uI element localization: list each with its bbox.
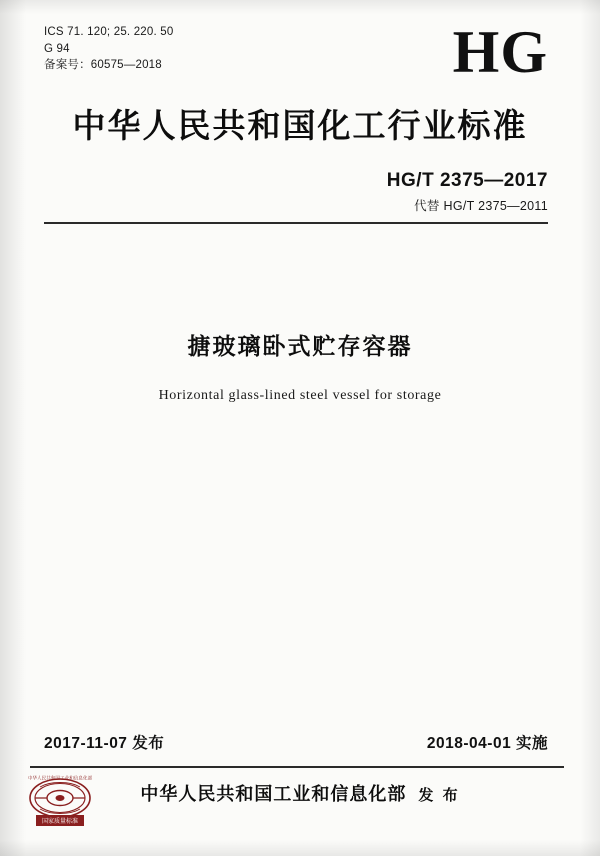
issue-date: 2017-11-07 发布 <box>44 735 165 752</box>
standard-number: HG/T 2375—2017 <box>386 170 548 191</box>
publish-verb: 发 布 <box>418 786 460 804</box>
header-divider <box>44 222 548 224</box>
document-title-chinese: 搪玻璃卧式贮存容器 <box>187 334 413 360</box>
ics-code: ICS 71. 120; 25. 220. 50 <box>44 26 174 38</box>
record-number: 备案号：60575—2018 <box>44 59 162 71</box>
publisher-line <box>0 780 600 806</box>
page-title: 中华人民共和国化工行业标准 <box>72 106 528 145</box>
standard-replaces: 代替 HG/T 2375—2011 <box>414 199 548 213</box>
implementation-date: 2018-04-01 实施 <box>426 735 548 752</box>
scan-edge-shading-bottom <box>0 840 600 856</box>
svg-text:中华人民共和国工业和信息化部: 中华人民共和国工业和信息化部 <box>28 776 92 782</box>
document-title-english: Horizontal glass-lined steel vessel for storage <box>158 388 442 403</box>
hg-logo: HG <box>452 19 548 85</box>
ccs-code: G 94 <box>44 42 70 55</box>
classification-block <box>44 24 173 74</box>
footer-divider <box>30 766 564 768</box>
scan-edge-shading-top <box>0 0 600 14</box>
svg-text:国家质量标准: 国家质量标准 <box>41 818 79 826</box>
publisher-name: 中华人民共和国工业和信息化部 <box>140 784 407 805</box>
